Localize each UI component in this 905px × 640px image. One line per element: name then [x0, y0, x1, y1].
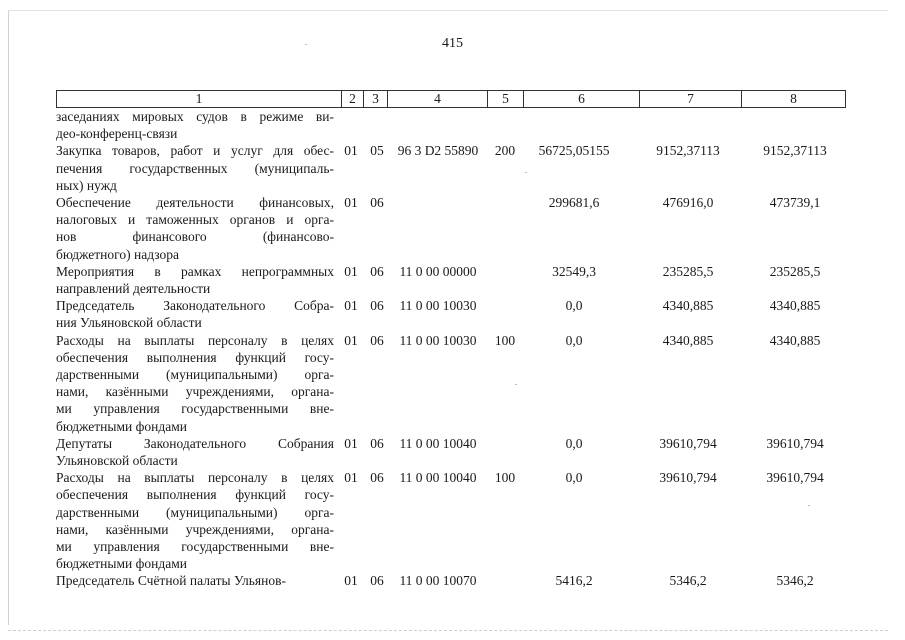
table-row	[56, 332, 846, 435]
header-col-5: 5	[487, 91, 523, 107]
table-row	[56, 572, 846, 589]
scan-frame-top	[8, 10, 888, 11]
description-line: обеспечения выполнения функций госу-	[56, 487, 334, 503]
amount-col-6: 0,0	[565, 298, 583, 314]
amount-col-6: 56725,05155	[538, 143, 610, 159]
description-line: Расходы на выплаты персоналу в целях	[56, 332, 334, 348]
subsection-code: 06	[370, 470, 384, 486]
description-line: Председатель Счётной палаты Ульянов-	[56, 573, 286, 589]
amount-col-8: 4340,885	[769, 298, 821, 314]
description-line: налоговых и таможенных органов и орга-	[56, 212, 334, 228]
description-line: бюджетного) надзора	[56, 246, 179, 262]
amount-col-7: 39610,794	[659, 435, 717, 451]
amount-col-6: 299681,6	[548, 195, 600, 211]
table-row	[56, 435, 846, 469]
scan-speck	[808, 505, 810, 506]
scan-speck	[515, 384, 517, 385]
scan-speck	[525, 172, 527, 173]
target-article-code: 11 0 00 10040	[399, 470, 477, 486]
header-col-7: 7	[639, 91, 741, 107]
row-description	[56, 297, 334, 331]
target-article-code: 11 0 00 10030	[399, 332, 477, 348]
header-col-6: 6	[523, 91, 639, 107]
page-number: 415	[442, 36, 463, 51]
subsection-code: 06	[370, 435, 384, 451]
description-line: Депутаты Законодательного Собрания	[56, 435, 334, 451]
description-line: нами, казёнными учреждениями, органа-	[56, 384, 334, 400]
header-col-8: 8	[741, 91, 845, 107]
row-description	[56, 435, 334, 469]
amount-col-7: 476916,0	[662, 195, 714, 211]
subsection-code: 06	[370, 263, 384, 279]
description-line: Председатель Законодательного Собра-	[56, 298, 334, 314]
expense-type-code: 100	[494, 470, 516, 486]
description-line: направлений деятельности	[56, 281, 211, 297]
budget-table	[56, 90, 846, 590]
table-body	[56, 108, 846, 590]
amount-col-6: 0,0	[565, 435, 583, 451]
expense-type-code: 200	[494, 143, 516, 159]
section-code: 01	[344, 143, 358, 159]
description-line: нами, казёнными учреждениями, органа-	[56, 521, 334, 537]
scan-speck	[305, 44, 307, 45]
amount-col-8: 235285,5	[769, 263, 821, 279]
amount-col-6: 5416,2	[555, 573, 593, 589]
table-row	[56, 108, 846, 142]
description-line: заседаниях мировых судов в режиме ви-	[56, 109, 334, 124]
description-line: ми управления государственными вне-	[56, 539, 334, 555]
description-line: бюджетными фондами	[56, 418, 187, 434]
section-code: 01	[344, 573, 358, 589]
section-code: 01	[344, 470, 358, 486]
amount-col-8: 39610,794	[766, 470, 824, 486]
row-description	[56, 572, 334, 589]
description-line: ния Ульяновской области	[56, 315, 202, 331]
description-line: дарственными (муниципальными) орга-	[56, 504, 334, 520]
row-description	[56, 194, 334, 263]
row-description	[56, 142, 334, 194]
amount-col-8: 4340,885	[769, 332, 821, 348]
scan-frame-left	[8, 10, 9, 625]
header-col-2: 2	[341, 91, 363, 107]
target-article-code: 96 3 D2 55890	[397, 143, 479, 159]
description-line: ми управления государственными вне-	[56, 401, 334, 417]
amount-col-7: 235285,5	[662, 263, 714, 279]
description-line: део-конференц-связи	[56, 126, 178, 142]
amount-col-8: 473739,1	[769, 195, 821, 211]
header-col-4: 4	[387, 91, 487, 107]
amount-col-6: 0,0	[565, 332, 583, 348]
subsection-code: 06	[370, 195, 384, 211]
subsection-code: 06	[370, 298, 384, 314]
target-article-code: 11 0 00 00000	[399, 263, 477, 279]
amount-col-8: 5346,2	[776, 573, 814, 589]
amount-col-7: 5346,2	[669, 573, 707, 589]
table-header-row	[56, 90, 846, 108]
scan-frame-bottom	[8, 630, 888, 631]
expense-type-code: 100	[494, 332, 516, 348]
description-line: Закупка товаров, работ и услуг для обес-	[56, 143, 334, 159]
row-description	[56, 263, 334, 297]
target-article-code: 11 0 00 10040	[399, 435, 477, 451]
table-row	[56, 263, 846, 297]
amount-col-6: 0,0	[565, 470, 583, 486]
description-line: Обеспечение деятельности финансовых,	[56, 195, 334, 211]
row-description	[56, 332, 334, 435]
section-code: 01	[344, 332, 358, 348]
description-line: обеспечения выполнения функций госу-	[56, 349, 334, 365]
subsection-code: 06	[370, 573, 384, 589]
table-row	[56, 469, 846, 572]
amount-col-7: 4340,885	[662, 298, 714, 314]
subsection-code: 05	[370, 143, 384, 159]
amount-col-7: 9152,37113	[656, 143, 720, 159]
description-line: дарственными (муниципальными) орга-	[56, 367, 334, 383]
row-description	[56, 469, 334, 572]
table-row	[56, 194, 846, 263]
section-code: 01	[344, 263, 358, 279]
header-col-1: 1	[195, 91, 203, 106]
amount-col-7: 4340,885	[662, 332, 714, 348]
description-line: Расходы на выплаты персоналу в целях	[56, 470, 334, 486]
section-code: 01	[344, 435, 358, 451]
row-description	[56, 108, 334, 142]
description-line: нов финансового (финансово-	[56, 229, 334, 245]
description-line: ных) нужд	[56, 177, 117, 193]
table-row	[56, 297, 846, 331]
description-line: Ульяновской области	[56, 453, 178, 469]
description-line: Мероприятия в рамках непрограммных	[56, 263, 334, 279]
table-row	[56, 142, 846, 194]
target-article-code: 11 0 00 10070	[399, 573, 477, 589]
target-article-code: 11 0 00 10030	[399, 298, 477, 314]
subsection-code: 06	[370, 332, 384, 348]
amount-col-6: 32549,3	[552, 263, 596, 279]
description-line: печения государственных (муниципаль-	[56, 160, 334, 176]
amount-col-8: 39610,794	[766, 435, 824, 451]
section-code: 01	[344, 195, 358, 211]
amount-col-8: 9152,37113	[763, 143, 827, 159]
section-code: 01	[344, 298, 358, 314]
amount-col-7: 39610,794	[659, 470, 717, 486]
header-col-3: 3	[363, 91, 387, 107]
description-line: бюджетными фондами	[56, 556, 187, 572]
